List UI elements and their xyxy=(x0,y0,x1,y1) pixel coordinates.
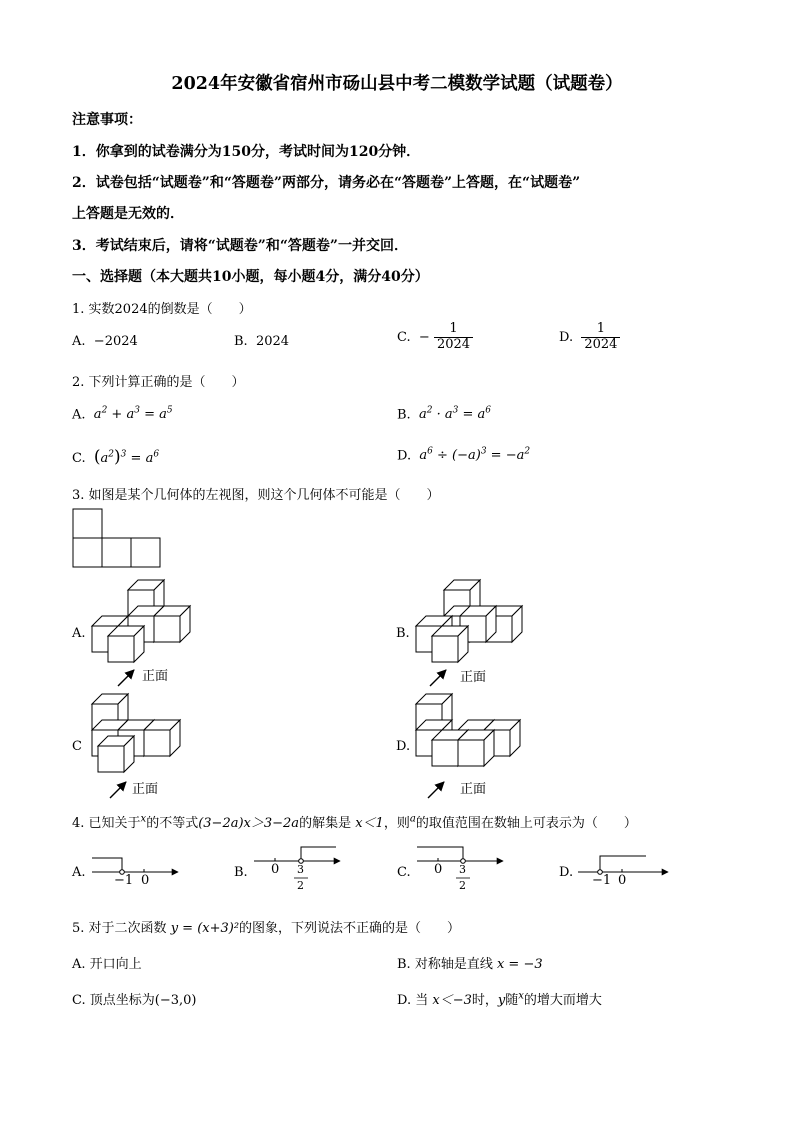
q4-b-tick-2: 2 xyxy=(297,879,304,892)
q5-d-var-x: x xyxy=(518,990,524,1002)
notice-item-3: 3．考试结束后，请将“试题卷”和“答题卷”一并交回． xyxy=(72,238,408,254)
q3-a-label: A. xyxy=(72,626,86,641)
q1-stem: 1. 实数2024的倒数是（ ） xyxy=(72,302,252,317)
q1-d-denominator: 2024 xyxy=(584,336,618,352)
q1-option-b xyxy=(234,334,289,349)
q2-stem: 2. 下列计算正确的是（ ） xyxy=(72,375,245,390)
q5-d-var-y: y xyxy=(497,993,506,1008)
q2-option-c xyxy=(72,447,159,467)
q1-c-numerator: 1 xyxy=(434,322,473,338)
q1-d-fraction xyxy=(581,322,620,353)
q4-stem-mid2: 的解集是 xyxy=(299,816,352,831)
q4-stem xyxy=(72,812,637,831)
q1-c-sign: − xyxy=(418,329,430,345)
q1-option-a xyxy=(72,334,138,349)
q4-a-label: A. xyxy=(72,865,86,880)
q4-b-tick-0: 0 xyxy=(271,862,280,877)
q2-c-label: C. xyxy=(72,451,86,466)
q3-d-front-label: 正面 xyxy=(460,782,487,797)
q5-stem-pre: 5. 对于二次函数 xyxy=(72,921,167,936)
q4-a-tick-neg1: −1 xyxy=(114,873,134,888)
notice-item-1: 1．你拿到的试卷满分为150分，考试时间为120分钟． xyxy=(72,144,421,160)
q4-stem-mid: 的不等式 xyxy=(146,816,199,831)
q5-option-b xyxy=(397,953,543,972)
q2-option-a xyxy=(72,406,173,422)
q3-d-label: D. xyxy=(396,739,411,754)
q1-b-text: 2024 xyxy=(255,334,290,349)
q4-b-label: B. xyxy=(234,865,248,880)
q5-d-text-mid: 时， xyxy=(471,993,498,1008)
q4-d-tick-neg1: −1 xyxy=(592,873,612,888)
q5-option-c xyxy=(72,989,196,1008)
q3-c-front-label: 正面 xyxy=(132,782,159,797)
q1-b-label: B. xyxy=(234,334,248,349)
q1-a-text: −2024 xyxy=(93,334,138,349)
q2-option-d xyxy=(397,447,530,463)
notice-item-2-cont: 上答题是无效的． xyxy=(72,206,184,222)
section-heading: 一、选择题（本大题共10小题，每小题4分，满分40分） xyxy=(72,269,429,285)
q1-c-fraction xyxy=(434,322,473,353)
q4-c-tick-3: 3 xyxy=(459,863,466,876)
q3-a-front-label: 正面 xyxy=(142,669,169,684)
q1-d-label: D. xyxy=(559,329,574,345)
q4-d-label: D. xyxy=(559,865,574,880)
q1-option-c xyxy=(397,322,473,353)
page-title: 2024年安徽省宿州市砀山县中考二模数学试题（试题卷） xyxy=(171,74,623,94)
q5-stem xyxy=(72,917,460,936)
q4-a-tick-0: 0 xyxy=(141,873,150,888)
q5-b-text: B. 对称轴是直线 xyxy=(397,957,493,972)
q4-inequality: (3−2a)x＞3−2a xyxy=(198,816,300,831)
q4-d-tick-0: 0 xyxy=(618,873,627,888)
notice-heading: 注意事项： xyxy=(72,112,142,128)
q5-option-a: A. 开口向上 xyxy=(72,957,142,972)
q5-b-equation: x = −3 xyxy=(496,957,543,972)
q2-b-label: B. xyxy=(397,407,411,423)
q1-a-label: A. xyxy=(72,334,86,349)
q3-left-view-figure xyxy=(72,508,164,570)
q4-var-a: a xyxy=(409,813,416,825)
q5-d-text-mid2: 随 xyxy=(505,993,519,1008)
q4-var-x: x xyxy=(140,813,147,825)
q4-c-tick-0: 0 xyxy=(434,862,443,877)
q5-stem-post: 的图象，下列说法不正确的是（ ） xyxy=(239,921,461,936)
q2-a-formula: $a^2 + a^3 = a^5$ xyxy=(93,406,173,423)
q4-stem-mid3: ，则 xyxy=(383,816,410,831)
notice-item-2: 2．试卷包括“试题卷”和“答题卷”两部分，请务必在“答题卷”上答题，在“试题卷” xyxy=(72,175,581,191)
q5-option-d xyxy=(397,989,602,1008)
q3-b-label: B. xyxy=(396,626,410,641)
q5-d-condition: x＜−3 xyxy=(432,993,472,1008)
q2-c-formula: $(a^2)^3 = a^6$ xyxy=(93,447,160,467)
q3-stem: 3. 如图是某个几何体的左视图，则这个几何体不可能是（ ） xyxy=(72,488,440,503)
q2-option-b xyxy=(397,406,491,422)
q4-stem-pre: 4. 已知关于 xyxy=(72,816,141,831)
q2-d-formula: $a^6 \div (-a)^3 = -a^2$ xyxy=(419,447,531,464)
q2-b-formula: $a^2 \cdot a^3 = a^6$ xyxy=(418,406,491,423)
q3-c-label: C xyxy=(72,739,82,754)
q1-c-denominator: 2024 xyxy=(436,336,471,352)
q5-c-point: (−3,0) xyxy=(154,993,197,1008)
q5-d-text-post: 的增大而增大 xyxy=(523,993,602,1008)
q4-stem-post: 的取值范围在数轴上可表示为（ ） xyxy=(415,816,637,831)
q2-d-label: D. xyxy=(397,448,412,464)
q1-option-d xyxy=(559,322,620,353)
q4-c-label: C. xyxy=(397,865,411,880)
q5-function: y = (x+3)² xyxy=(170,921,240,936)
q4-solution: x＜1 xyxy=(355,816,384,831)
q4-option-a-number-line xyxy=(92,850,184,890)
q5-c-text: C. 顶点坐标为 xyxy=(72,993,155,1008)
q4-c-tick-2: 2 xyxy=(459,879,466,892)
q3-b-front-label: 正面 xyxy=(460,670,487,685)
q1-d-numerator: 1 xyxy=(581,322,620,338)
q1-c-label: C. xyxy=(397,329,411,345)
q5-d-text-pre: D. 当 xyxy=(397,993,429,1008)
q2-a-label: A. xyxy=(72,407,86,423)
q4-b-tick-3: 3 xyxy=(297,863,304,876)
